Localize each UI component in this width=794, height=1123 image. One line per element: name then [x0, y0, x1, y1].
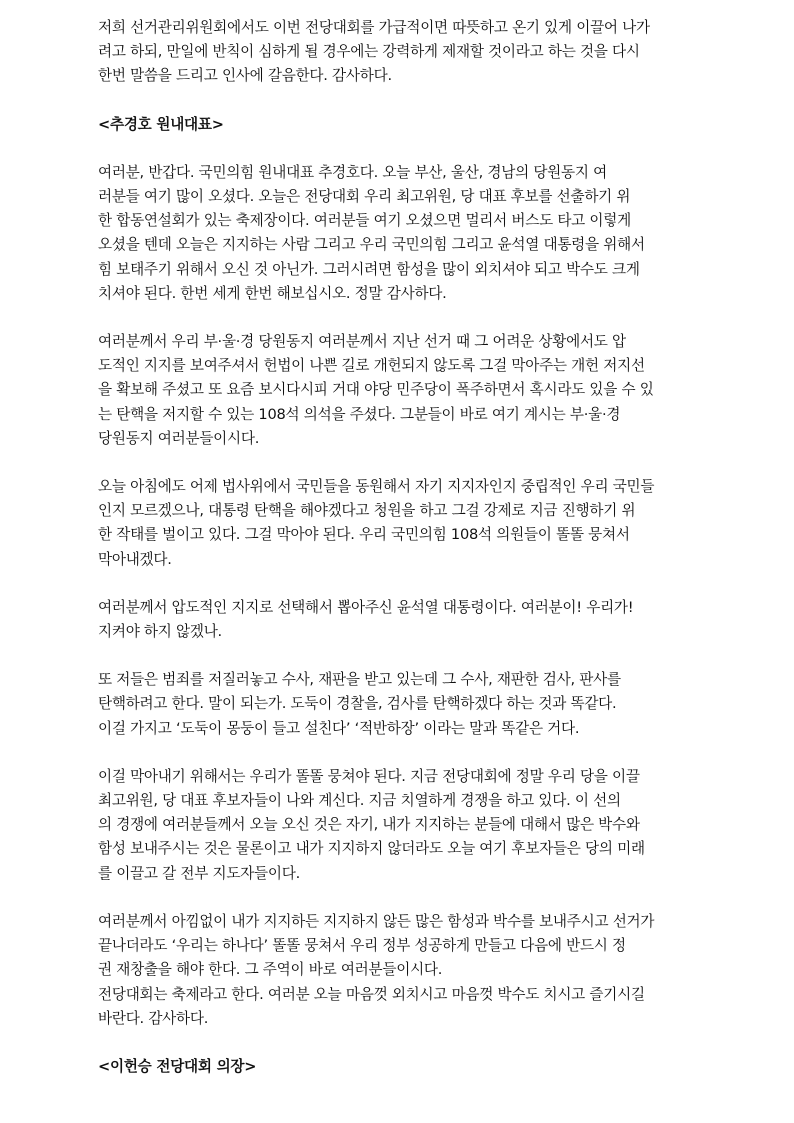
text-line: 오셨을 텐데 오늘은 지지하는 사람 그리고 우리 국민의힘 그리고 윤석열 대통령을 위해서 [98, 236, 645, 254]
text-line: 을 확보해 주셨고 또 요즘 보시다시피 거대 야당 민주당이 폭주하면서 혹시라도 있을 수 있 [98, 381, 654, 399]
paragraph-protect-president [98, 596, 698, 644]
text-line: 치셔야 된다. 한번 세게 한번 해보십시오. 정말 감사하다. [98, 284, 447, 302]
text-line: 를 이끌고 갈 전부 지도자들이다. [98, 864, 300, 882]
text-line: 한번 말씀을 드리고 인사에 갈음한다. 감사하다. [98, 67, 392, 85]
text-line: 막아내겠다. [98, 550, 172, 568]
paragraph-busan-ulsan-gyeongnam-support [98, 330, 698, 451]
text-line: 끝나더라도 ‘우리는 하나다’ 똘똘 뭉쳐서 우리 정부 성공하게 만들고 다음에 반드시 정 [98, 937, 626, 955]
speaker-heading-choo-kyung-ho: <추경호 원내대표> [98, 115, 224, 133]
text-line: 함성 보내주시는 것은 물론이고 내가 지지하지 않더라도 오늘 여기 후보자들은 당의 미래 [98, 840, 645, 858]
text-line: 이걸 막아내기 위해서는 우리가 똘똘 뭉쳐야 된다. 지금 전당대회에 정말 우리 당을 이끌 [98, 767, 640, 785]
speaker-heading-lee-heon-seung: <이헌승 전당대회 의장> [98, 1057, 257, 1075]
paragraph-greeting [98, 161, 698, 306]
text-line: 전당대회는 축제라고 한다. 여러분 오늘 마음껏 외치시고 마음껏 박수도 치시고 즐기시길 [98, 985, 645, 1003]
text-line: 여러분께서 우리 부·울·경 당원동지 여러분께서 지난 선거 때 그 어려운 상황에서도 압 [98, 333, 626, 351]
text-line: 오늘 아침에도 어제 법사위에서 국민들을 동원해서 자기 지지자인지 중립적인 우리 국민들 [98, 478, 655, 496]
text-line: 또 저들은 범죄를 저질러놓고 수사, 재판을 받고 있는데 그 수사, 재판한 검사, 판사를 [98, 671, 621, 689]
text-line: 의 경쟁에 여러분들께서 오늘 오신 것은 자기, 내가 지지하는 분들에 대해서 많은 박수와 [98, 816, 640, 834]
text-line: 최고위원, 당 대표 후보자들이 나와 계신다. 지금 치열하게 경쟁을 하고 있다. 이 선의 [98, 792, 621, 810]
text-line: 여러분께서 압도적인 지지로 선택해서 뽑아주신 윤석열 대통령이다. 여러분이! 우리가! [98, 598, 634, 616]
paragraph-prosecutor-impeachment [98, 668, 698, 741]
text-line: 저희 선거관리위원회에서도 이번 전당대회를 가급적이면 따뜻하고 온기 있게 이끌어 나가 [98, 19, 650, 36]
paragraph-election-committee-closing [98, 16, 698, 89]
text-line: 한 작태를 벌이고 있다. 그걸 막아야 된다. 우리 국민의힘 108석 의원들이 똘똘 뭉쳐서 [98, 526, 630, 544]
text-line: 는 탄핵을 저지할 수 있는 108석 의석을 주셨다. 그분들이 바로 여기 계시는 부·울·경 [98, 405, 621, 423]
paragraph-impeachment-petition [98, 475, 698, 572]
text-line: 탄핵하려고 한다. 말이 되는가. 도둑이 경찰을, 검사를 탄핵하겠다 하는 것과 똑같다. [98, 695, 617, 713]
text-line: 러분들 여기 많이 오셨다. 오늘은 전당대회 우리 최고위원, 당 대표 후보를 선출하기 위 [98, 188, 631, 206]
text-line: 지켜야 하지 않겠나. [98, 623, 222, 641]
text-line: 인지 모르겠으나, 대통령 탄핵을 해야겠다고 청원을 하고 그걸 강제로 지금 진행하기 위 [98, 502, 636, 520]
text-line: 당원동지 여러분들이시다. [98, 429, 260, 447]
text-line: 힘 보태주기 위해서 오신 것 아닌가. 그러시려면 함성을 많이 외치셔야 되고 박수도 크게 [98, 260, 640, 278]
paragraph-unity-candidates [98, 765, 698, 886]
text-line: 여러분께서 아낌없이 내가 지지하든 지지하지 않든 많은 함성과 박수를 보내주시고 선거가 [98, 912, 655, 930]
paragraph-closing-remarks [98, 910, 698, 1031]
text-line: 이걸 가지고 ‘도둑이 몽둥이 들고 설친다’ ‘적반하장’ 이라는 말과 똑같은 거다. [98, 719, 580, 737]
text-line: 한 합동연설회가 있는 축제장이다. 여러분들 여기 오셨으면 멀리서 버스도 타고 이렇게 [98, 212, 631, 230]
text-line: 바란다. 감사하다. [98, 1009, 209, 1027]
text-line: 도적인 지지를 보여주셔서 헌법이 나쁜 길로 개헌되지 않도록 그걸 막아주는 개헌 저지선 [98, 357, 645, 375]
text-line: 려고 하되, 만일에 반칙이 심하게 될 경우에는 강력하게 제재할 것이라고 하는 것을 다시 [98, 43, 640, 61]
text-line: 여러분, 반갑다. 국민의힘 원내대표 추경호다. 오늘 부산, 울산, 경남의 당원동지 여 [98, 163, 607, 181]
document-page [98, 16, 698, 1103]
text-line: 권 재창출을 해야 한다. 그 주역이 바로 여러분들이시다. [98, 961, 443, 979]
